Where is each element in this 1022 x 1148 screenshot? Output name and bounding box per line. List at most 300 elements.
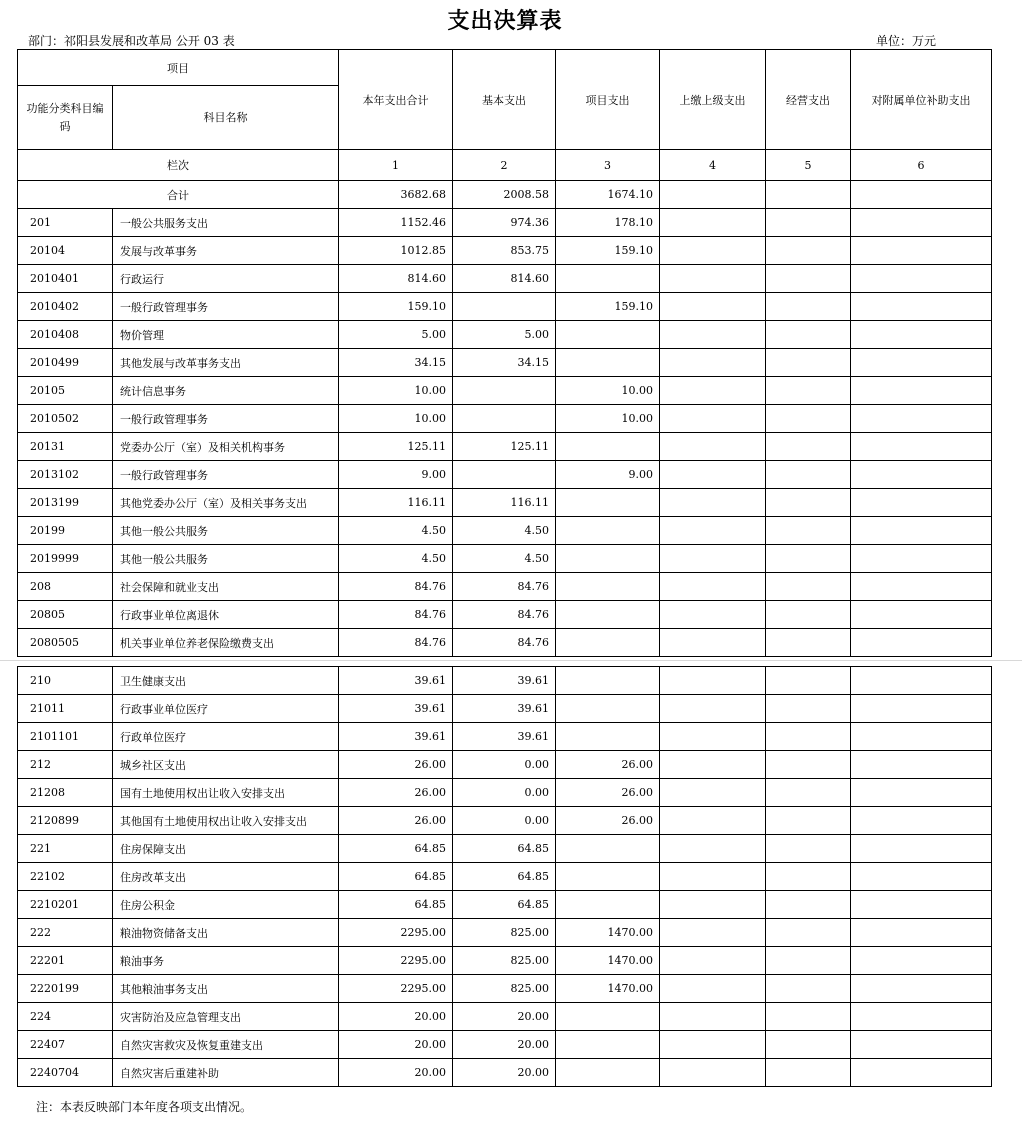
value-cell [766,779,851,807]
function-code-cell: 22201 [18,947,113,975]
value-cell: 39.61 [339,695,453,723]
value-cell [766,1031,851,1059]
subject-name-cell: 行政事业单位离退休 [113,601,339,629]
value-cell [660,573,766,601]
value-cell: 64.85 [453,891,556,919]
unit-label: 单位：万元 [876,34,937,48]
value-cell [660,891,766,919]
value-cell: 159.10 [556,293,660,321]
function-code-cell: 208 [18,573,113,601]
value-cell [556,545,660,573]
function-code-cell: 201 [18,209,113,237]
header-col-1: 本年支出合计 [339,50,453,150]
subject-name-cell: 自然灾害后重建补助 [113,1059,339,1087]
value-cell [660,667,766,695]
value-cell [766,723,851,751]
value-cell [660,209,766,237]
value-cell [851,545,992,573]
value-cell: 64.85 [453,863,556,891]
value-cell [851,835,992,863]
value-cell: 825.00 [453,975,556,1003]
subject-name-cell: 机关事业单位养老保险缴费支出 [113,629,339,657]
table-row [18,1031,992,1059]
header-col-2: 基本支出 [453,50,556,150]
value-cell: 10.00 [556,377,660,405]
value-cell [851,209,992,237]
subject-name-cell: 卫生健康支出 [113,667,339,695]
value-cell: 9.00 [339,461,453,489]
table-row [18,891,992,919]
table-row [18,349,992,377]
value-cell: 26.00 [339,779,453,807]
function-code-cell: 2120899 [18,807,113,835]
value-cell: 1470.00 [556,947,660,975]
function-code-cell: 20199 [18,517,113,545]
value-cell [556,265,660,293]
value-cell [660,265,766,293]
value-cell [660,601,766,629]
value-cell [556,667,660,695]
value-cell: 20.00 [339,1059,453,1087]
value-cell [453,405,556,433]
value-cell [851,1003,992,1031]
value-cell [660,377,766,405]
value-cell: 1152.46 [339,209,453,237]
value-cell: 5.00 [339,321,453,349]
function-code-cell: 2080505 [18,629,113,657]
value-cell [851,573,992,601]
subject-name-cell: 其他国有土地使用权出让收入安排支出 [113,807,339,835]
value-cell: 39.61 [453,695,556,723]
value-cell: 1012.85 [339,237,453,265]
value-cell [851,919,992,947]
value-cell [453,377,556,405]
total-label: 合计 [18,181,339,209]
page-break-divider [0,660,1022,661]
value-cell: 34.15 [339,349,453,377]
function-code-cell: 221 [18,835,113,863]
value-cell [556,517,660,545]
value-cell: 2295.00 [339,947,453,975]
subject-name-cell: 发展与改革事务 [113,237,339,265]
subject-name-cell: 其他发展与改革事务支出 [113,349,339,377]
table-row [18,293,992,321]
value-cell [766,629,851,657]
function-code-cell: 20104 [18,237,113,265]
header-col-4: 上缴上级支出 [660,50,766,150]
seq-number: 4 [660,150,766,181]
value-cell [660,723,766,751]
table-row [18,835,992,863]
value-cell [766,237,851,265]
value-cell [556,695,660,723]
value-cell [660,751,766,779]
function-code-cell: 22102 [18,863,113,891]
value-cell [851,377,992,405]
table-row [18,461,992,489]
function-code-cell: 2010402 [18,293,113,321]
subject-name-cell: 其他一般公共服务 [113,517,339,545]
table-row [18,209,992,237]
value-cell [766,377,851,405]
subject-name-cell: 行政单位医疗 [113,723,339,751]
value-cell: 10.00 [339,405,453,433]
value-cell: 2295.00 [339,975,453,1003]
value-cell: 974.36 [453,209,556,237]
table-row [18,723,992,751]
table-row [18,237,992,265]
value-cell: 116.11 [453,489,556,517]
seq-number: 2 [453,150,556,181]
seq-number: 3 [556,150,660,181]
value-cell [766,667,851,695]
function-code-cell: 20131 [18,433,113,461]
value-cell [766,863,851,891]
value-cell: 26.00 [556,807,660,835]
total-value [660,181,766,209]
value-cell [556,321,660,349]
subject-name-cell: 物价管理 [113,321,339,349]
value-cell: 26.00 [556,751,660,779]
function-code-cell: 2010499 [18,349,113,377]
value-cell [766,489,851,517]
subject-name-cell: 一般行政管理事务 [113,461,339,489]
value-cell: 20.00 [453,1059,556,1087]
value-cell: 39.61 [339,667,453,695]
value-cell [556,1031,660,1059]
value-cell [851,779,992,807]
value-cell [766,807,851,835]
table-row [18,667,992,695]
value-cell: 825.00 [453,919,556,947]
table-row [18,601,992,629]
value-cell: 64.85 [453,835,556,863]
table-row [18,695,992,723]
value-cell [851,1031,992,1059]
value-cell [660,779,766,807]
table-row [18,947,992,975]
subject-name-cell: 自然灾害救灾及恢复重建支出 [113,1031,339,1059]
value-cell: 84.76 [453,629,556,657]
table-row [18,433,992,461]
function-code-cell: 2240704 [18,1059,113,1087]
table-row [18,919,992,947]
table-row [18,377,992,405]
value-cell: 64.85 [339,891,453,919]
value-cell: 159.10 [556,237,660,265]
value-cell [766,1003,851,1031]
value-cell [766,891,851,919]
value-cell: 116.11 [339,489,453,517]
subject-name-cell: 一般公共服务支出 [113,209,339,237]
value-cell [660,807,766,835]
subject-name-cell: 其他一般公共服务 [113,545,339,573]
value-cell [766,293,851,321]
value-cell [660,1003,766,1031]
value-cell [660,629,766,657]
header-col-3: 项目支出 [556,50,660,150]
value-cell [851,461,992,489]
value-cell: 0.00 [453,779,556,807]
value-cell: 178.10 [556,209,660,237]
value-cell: 20.00 [453,1003,556,1031]
value-cell [766,321,851,349]
table-row [18,1059,992,1087]
total-value: 1674.10 [556,181,660,209]
subject-name-cell: 城乡社区支出 [113,751,339,779]
subject-name-cell: 一般行政管理事务 [113,293,339,321]
table-note: 注：本表反映部门本年度各项支出情况。 [36,1100,253,1114]
value-cell: 814.60 [339,265,453,293]
value-cell [851,405,992,433]
value-cell [851,1059,992,1087]
value-cell: 4.50 [453,545,556,573]
value-cell [660,1031,766,1059]
value-cell [851,489,992,517]
value-cell [851,237,992,265]
function-code-cell: 2019999 [18,545,113,573]
value-cell [766,405,851,433]
function-code-cell: 20105 [18,377,113,405]
value-cell [766,751,851,779]
table-row [18,321,992,349]
total-value: 2008.58 [453,181,556,209]
value-cell [660,321,766,349]
table-row [18,545,992,573]
table-row [18,1003,992,1031]
value-cell [660,863,766,891]
value-cell [766,517,851,545]
table-row [18,779,992,807]
value-cell [851,947,992,975]
value-cell [766,349,851,377]
value-cell: 20.00 [339,1003,453,1031]
function-code-cell: 21011 [18,695,113,723]
value-cell [851,667,992,695]
value-cell: 84.76 [453,573,556,601]
value-cell: 0.00 [453,807,556,835]
value-cell [660,237,766,265]
value-cell [660,489,766,517]
value-cell [766,947,851,975]
table-row [18,751,992,779]
table-row [18,405,992,433]
value-cell [851,293,992,321]
table-row [18,807,992,835]
function-code-cell: 2010408 [18,321,113,349]
subject-name-cell: 统计信息事务 [113,377,339,405]
value-cell [453,293,556,321]
value-cell [556,573,660,601]
value-cell [851,695,992,723]
value-cell: 125.11 [453,433,556,461]
header-name: 科目名称 [113,86,339,150]
value-cell [660,545,766,573]
value-cell: 10.00 [556,405,660,433]
value-cell: 814.60 [453,265,556,293]
table-row [18,629,992,657]
total-value: 3682.68 [339,181,453,209]
value-cell [766,461,851,489]
value-cell [660,517,766,545]
value-cell: 84.76 [453,601,556,629]
value-cell [851,629,992,657]
value-cell [556,723,660,751]
total-row [18,181,992,209]
seq-number: 1 [339,150,453,181]
value-cell: 5.00 [453,321,556,349]
value-cell [556,835,660,863]
value-cell: 84.76 [339,629,453,657]
value-cell [851,807,992,835]
value-cell: 64.85 [339,835,453,863]
value-cell [851,517,992,545]
function-code-cell: 224 [18,1003,113,1031]
table-row [18,517,992,545]
table-row [18,265,992,293]
function-code-cell: 210 [18,667,113,695]
expenditure-table-page1 [17,49,992,657]
subject-name-cell: 灾害防治及应急管理支出 [113,1003,339,1031]
value-cell [556,349,660,377]
value-cell: 159.10 [339,293,453,321]
table-row [18,975,992,1003]
value-cell [851,349,992,377]
table-row [18,573,992,601]
value-cell [851,265,992,293]
value-cell [851,975,992,1003]
value-cell [556,433,660,461]
value-cell [556,629,660,657]
value-cell [556,1003,660,1031]
value-cell [851,433,992,461]
value-cell: 64.85 [339,863,453,891]
function-code-cell: 2013199 [18,489,113,517]
value-cell [851,723,992,751]
value-cell [851,751,992,779]
subject-name-cell: 住房改革支出 [113,863,339,891]
function-code-cell: 21208 [18,779,113,807]
seq-label: 栏次 [18,150,339,181]
page-title: 支出决算表 [447,8,563,34]
value-cell [851,891,992,919]
value-cell [766,835,851,863]
value-cell [851,321,992,349]
subject-name-cell: 住房公积金 [113,891,339,919]
value-cell: 4.50 [339,545,453,573]
value-cell: 2295.00 [339,919,453,947]
seq-number: 6 [851,150,992,181]
subject-name-cell: 住房保障支出 [113,835,339,863]
subject-name-cell: 粮油事务 [113,947,339,975]
value-cell [766,695,851,723]
department-label: 部门：祁阳县发展和改革局 公开 03 表 [28,34,235,48]
value-cell [556,601,660,629]
value-cell [660,1059,766,1087]
function-code-cell: 212 [18,751,113,779]
value-cell: 10.00 [339,377,453,405]
value-cell [556,891,660,919]
value-cell [660,919,766,947]
value-cell [766,601,851,629]
subject-name-cell: 其他党委办公厅（室）及相关事务支出 [113,489,339,517]
value-cell: 26.00 [339,751,453,779]
value-cell: 26.00 [556,779,660,807]
value-cell: 825.00 [453,947,556,975]
value-cell [766,433,851,461]
value-cell: 853.75 [453,237,556,265]
function-code-cell: 20805 [18,601,113,629]
value-cell [766,545,851,573]
function-code-cell: 2010502 [18,405,113,433]
value-cell: 9.00 [556,461,660,489]
value-cell: 26.00 [339,807,453,835]
subject-name-cell: 一般行政管理事务 [113,405,339,433]
value-cell: 20.00 [339,1031,453,1059]
value-cell [556,489,660,517]
subject-name-cell: 行政事业单位医疗 [113,695,339,723]
value-cell [660,349,766,377]
value-cell: 1470.00 [556,975,660,1003]
value-cell: 84.76 [339,573,453,601]
value-cell: 39.61 [453,667,556,695]
value-cell: 1470.00 [556,919,660,947]
header-col-6: 对附属单位补助支出 [851,50,992,150]
function-code-cell: 2010401 [18,265,113,293]
value-cell: 125.11 [339,433,453,461]
value-cell [766,573,851,601]
value-cell: 39.61 [339,723,453,751]
subject-name-cell: 国有土地使用权出让收入安排支出 [113,779,339,807]
expenditure-table-page2 [17,666,992,1087]
value-cell [660,947,766,975]
value-cell [660,405,766,433]
value-cell: 39.61 [453,723,556,751]
value-cell [766,265,851,293]
value-cell [766,209,851,237]
subject-name-cell: 粮油物资储备支出 [113,919,339,947]
value-cell: 20.00 [453,1031,556,1059]
header-col-5: 经营支出 [766,50,851,150]
value-cell: 34.15 [453,349,556,377]
total-value [851,181,992,209]
value-cell [766,1059,851,1087]
subject-name-cell: 党委办公厅（室）及相关机构事务 [113,433,339,461]
value-cell [660,461,766,489]
value-cell [660,695,766,723]
subject-name-cell: 社会保障和就业支出 [113,573,339,601]
table-row [18,489,992,517]
value-cell [766,975,851,1003]
seq-number: 5 [766,150,851,181]
value-cell: 84.76 [339,601,453,629]
table-body-page1 [18,209,992,657]
function-code-cell: 2220199 [18,975,113,1003]
value-cell: 0.00 [453,751,556,779]
function-code-cell: 222 [18,919,113,947]
subject-name-cell: 其他粮油事务支出 [113,975,339,1003]
function-code-cell: 2101101 [18,723,113,751]
value-cell [453,461,556,489]
total-value [766,181,851,209]
function-code-cell: 2210201 [18,891,113,919]
value-cell: 4.50 [453,517,556,545]
value-cell [556,1059,660,1087]
value-cell [660,835,766,863]
value-cell [660,975,766,1003]
table-row [18,863,992,891]
value-cell [660,433,766,461]
